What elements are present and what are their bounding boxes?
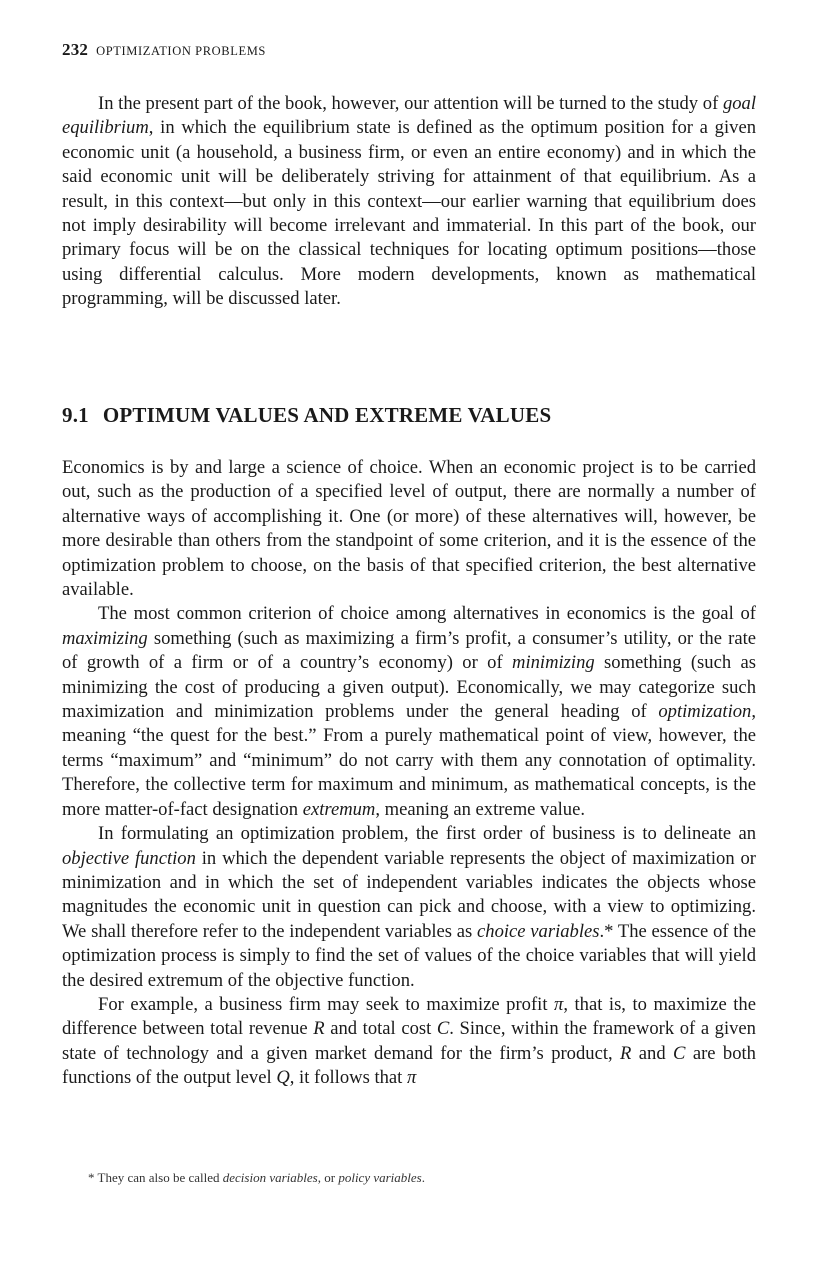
text-run: * They can also be called [88,1170,223,1185]
emphasis-text: extremum [302,798,376,820]
emphasis-text: objective function [62,847,196,869]
emphasis-text: goal equilibrium [62,93,756,139]
paragraph-1: Economics is by and large a science of choice. When an economic project is to be carried out, such as the production of a specified level of output, there are normally a number of alternative ways of accomplishing it. One (or more) of these alternatives will, however, be more desirable than others from the standpoint of some criterion, and it is the essence of the optimization problem to choose, on the basis of that specified criterion, the best alternative available. [62,457,756,601]
text-run: and total cost [324,1018,437,1040]
intro-paragraph-block [62,92,756,312]
text-run: .* The essence of the optimization process is simply to find the set of values of the choice variables that will yield the desired extremum of the objective function. [62,920,756,991]
section-body [62,456,756,1091]
section-number: 9.1 [62,403,89,427]
text-run: , meaning an extreme value. [375,798,585,820]
math-symbol-r: R [620,1042,632,1064]
text-run: . [421,1170,425,1185]
text-run: and [631,1042,674,1064]
math-symbol-pi: π [554,993,564,1015]
math-symbol-q: Q [276,1067,290,1089]
text-run: The most common criterion of choice among alternatives in economics is the goal of [98,603,756,625]
text-run: In formulating an optimization problem, the first order of business is to delineate an [98,823,756,845]
text-run: . Since, within the framework of a given state of technology and a given market demand for the firm’s product, [62,1018,756,1064]
math-symbol-c: C [673,1042,686,1064]
emphasis-text: decision variables [222,1170,318,1185]
emphasis-text: maximizing [62,627,148,649]
emphasis-text: policy variables [338,1170,422,1185]
text-run: something (such as minimizing the cost of producing a given output). Economically, we may categorize such maximization and minimization problems under the general heading of [62,652,756,723]
text-run: , meaning “the quest for the best.” From a purely mathematical point of view, however, the terms “maximum” and “minimum” do not carry with them any connotation of optimality. Therefore, the collective term for maximum and minimum, as mathematical concepts, is the more matter-of-fact designation [62,701,756,820]
book-page [62,0,756,1279]
text-run: For example, a business firm may seek to maximize profit [98,993,555,1015]
text-run: something (such as maximizing a firm’s profit, a consumer’s utility, or the rate of growth of a firm or of a country’s economy) or of [62,627,756,674]
footnote [88,1170,425,1186]
emphasis-text: optimization [658,701,752,723]
text-run: are both functions of the output level [62,1042,756,1089]
paragraph-2 [62,602,756,822]
paragraph-3 [62,822,756,993]
page-number: 232 [62,40,89,59]
text-run: in which the dependent variable represents the object of maximization or minimization and in which the set of independent variables indicates the objects whose magnitudes the economic unit in question can pick and choose, with a view to optimizing. We shall therefore refer to the independent variables as [62,847,756,942]
text-run: , it follows that [289,1067,407,1089]
emphasis-text: minimizing [512,652,595,674]
text-run: In the present part of the book, however, our attention will be turned to the study of [98,93,723,114]
math-symbol-pi: π [407,1067,417,1089]
running-head [62,40,266,60]
text-run: , that is, to maximize the difference between total revenue [62,993,756,1040]
section-title: OPTIMUM VALUES AND EXTREME VALUES [102,403,552,427]
math-symbol-r: R [313,1018,325,1040]
section-heading [62,403,551,428]
text-run: , or [317,1170,339,1185]
intro-paragraph [62,92,756,312]
math-symbol-c: C [436,1018,450,1040]
text-run: , in which the equilibrium state is defined as the optimum position for a given economic unit (a household, a business firm, or even an entire economy) and in which the said economic unit will be deliberately striving for attainment of that equilibrium. As a result, in this context—but only in this context—our earlier warning that equilibrium does not imply desirability will become irrelevant and immaterial. In this part of the book, our primary focus will be on the classical techniques for locating optimum positions—those using differential calculus. More modern developments, known as mathematical programming, will be discussed later. [62,117,756,310]
paragraph-4 [62,993,756,1091]
running-head-title: OPTIMIZATION PROBLEMS [96,44,266,58]
emphasis-text: choice variables [477,920,600,942]
